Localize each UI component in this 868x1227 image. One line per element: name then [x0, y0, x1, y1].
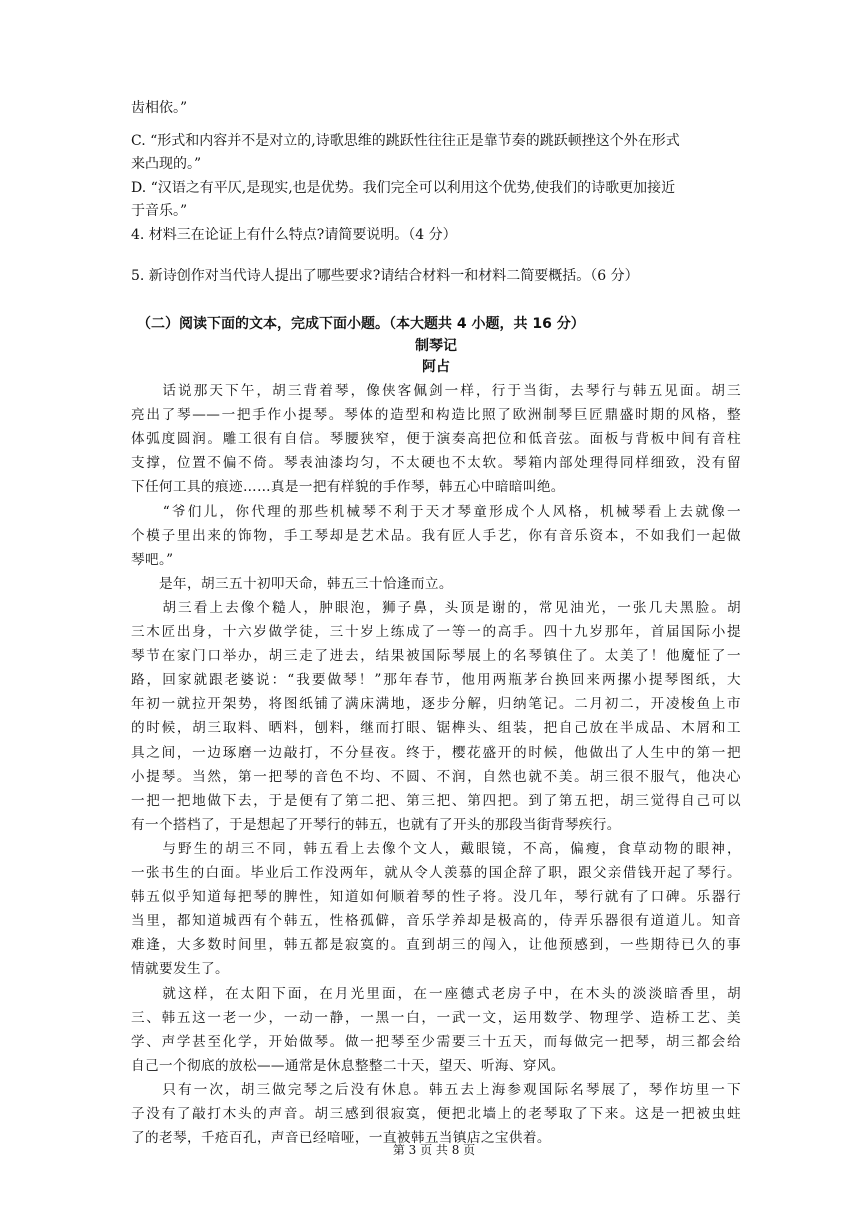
story-line: 下任何工具的痕迹……真是一把有样貌的手作琴，韩五心中暗暗叫绝。 — [131, 479, 565, 495]
story-line: 个模子里出来的饰物，手工琴却是艺术品。我有匠人手艺，你有音乐资本，不如我们一起做 — [131, 528, 741, 544]
story-line: 一把一把地做下去，于是便有了第二把、第三把、第四把。到了第五把，胡三觉得自己可以 — [131, 793, 741, 809]
story-line: 支撑，位置不偏不倚。琴表油漆均匀，不太硬也不太软。琴箱内部处理得同样细致，没有留 — [131, 455, 741, 471]
story-line: 与野生的胡三不同，韩五看上去像个文人，戴眼镜，不高，偏瘦，食草动物的眼神， — [131, 841, 741, 857]
page-footer: 第 3 页 共 8 页 — [392, 1143, 476, 1157]
story-title: 制琴记 — [415, 338, 457, 354]
section-heading: （二）阅读下面的文本，完成下面小题。（本大题共 4 小题，共 16 分） — [137, 316, 585, 332]
story-line: 一张书生的白面。毕业后工作没两年，就从令人羡慕的国企辞了职，跟父亲借钱开起了琴行。 — [131, 865, 741, 881]
story-line: 了的老琴，千疮百孔，声音已经喑哑，一直被韩五当镇店之宝供着。 — [131, 1130, 551, 1146]
story-line: 年初一就拉开架势，将图纸铺了满床满地，逐步分解，归纳笔记。二月初二，开凌梭鱼上市 — [131, 696, 741, 712]
story-line: 只有一次，胡三做完琴之后没有休息。韩五去上海参观国际名琴展了，琴作坊里一下 — [131, 1082, 741, 1098]
story-line: 有一个搭档了，于是想起了开琴行的韩五，也就有了开头的那段当街背琴疾行。 — [131, 817, 621, 833]
story-line: 的时候，胡三取料、晒料，刨料，继而打眼、锯榫头、组装，把自己放在半成品、木屑和工 — [131, 720, 741, 736]
story-line: 胡三看上去像个糙人，肿眼泡，狮子鼻，头顶是谢的，常见油光，一张几夫黑脸。胡 — [131, 600, 741, 616]
story-line: 难逢，大多数时间里，韩五都是寂寞的。直到胡三的闯入，让他预感到，一些期待已久的事 — [131, 937, 741, 953]
option-c-line2: 来凸现的。” — [131, 156, 202, 172]
option-d-line1: D. “汉语之有平仄,是现实,也是优势。我们完全可以利用这个优势,使我们的诗歌更加接近 — [131, 180, 676, 196]
story-line: 子没有了敲打木头的声音。胡三感到很寂寞，便把北墙上的老琴取了下来。这是一把被虫蛀 — [131, 1106, 741, 1122]
story-line: 是年，胡三五十初叩天命，韩五三十恰逢而立。 — [131, 576, 453, 592]
story-line: 自己一个彻底的放松——通常是休息整整二十天，望天、听海、穿风。 — [131, 1058, 565, 1074]
story-line: 小提琴。当然，第一把琴的音色不均、不圆、不润，自然也就不美。胡三很不服气，他决心 — [131, 769, 741, 785]
option-c-line1: C. “形式和内容并不是对立的,诗歌思维的跳跃性往往正是靠节奏的跳跃顿挫这个外在形式 — [131, 133, 680, 149]
story-author: 阿占 — [422, 359, 450, 375]
story-line: 学、声学甚至化学，开始做琴。做一把琴至少需要三十五天，而每做完一把琴，胡三都会给 — [131, 1034, 741, 1050]
story-line: 具之间，一边琢磨一边敲打，不分昼夜。终于，樱花盛开的时候，他做出了人生中的第一把 — [131, 745, 741, 761]
story-line: 话说那天下午，胡三背着琴，像侠客佩剑一样，行于当街，去琴行与韩五见面。胡三 — [131, 383, 741, 399]
story-line: 琴节在家门口举办，胡三走了进去，结果被国际琴展上的名琴镇住了。太美了！他魔怔了一 — [131, 648, 741, 664]
option-b-tail: 齿相依。” — [131, 100, 188, 116]
story-line: 当里，都知道城西有个韩五，性格孤僻，音乐学养却是极高的，侍弄乐器很有道道儿。知音 — [131, 913, 741, 929]
story-line: 体弧度圆润。雕工很有自信。琴腰狭窄，便于演奏高把位和低音弦。面板与背板中间有音柱 — [131, 431, 741, 447]
story-line: 情就要发生了。 — [131, 961, 229, 977]
question-5: 5. 新诗创作对当代诗人提出了哪些要求?请结合材料一和材料二简要概括。（6 分） — [131, 268, 639, 284]
story-line: 就这样，在太阳下面，在月光里面，在一座德式老房子中，在木头的淡淡暗香里，胡 — [131, 986, 741, 1002]
story-line: 韩五似乎知道每把琴的脾性，知道如何顺着琴的性子将。没几年，琴行就有了口碑。乐器行 — [131, 889, 741, 905]
story-line: 三木匠出身，十六岁做学徒，三十岁上练成了一等一的高手。四十九岁那年，首届国际小提 — [131, 624, 741, 640]
question-4: 4. 材料三在论证上有什么特点?请简要说明。（4 分） — [131, 227, 457, 243]
story-line: 三、韩五这一老一少，一动一静，一黑一白，一武一文，运用数学、物理学、造桥工艺、美 — [131, 1010, 741, 1026]
story-line: 路，回家就跟老婆说：“我要做琴！”那年春节，他用两瓶茅台换回来两摞小提琴图纸，大 — [131, 672, 741, 688]
story-line: 亮出了琴——一把手作小提琴。琴体的造型和构造比照了欧洲制琴巨匠鼎盛时期的风格，整 — [131, 407, 741, 423]
story-line: 琴吧。” — [131, 552, 174, 568]
option-d-line2: 于音乐。” — [131, 203, 188, 219]
story-line: “爷们儿，你代理的那些机械琴不利于天才琴童形成个人风格，机械琴看上去就像一 — [131, 504, 741, 520]
